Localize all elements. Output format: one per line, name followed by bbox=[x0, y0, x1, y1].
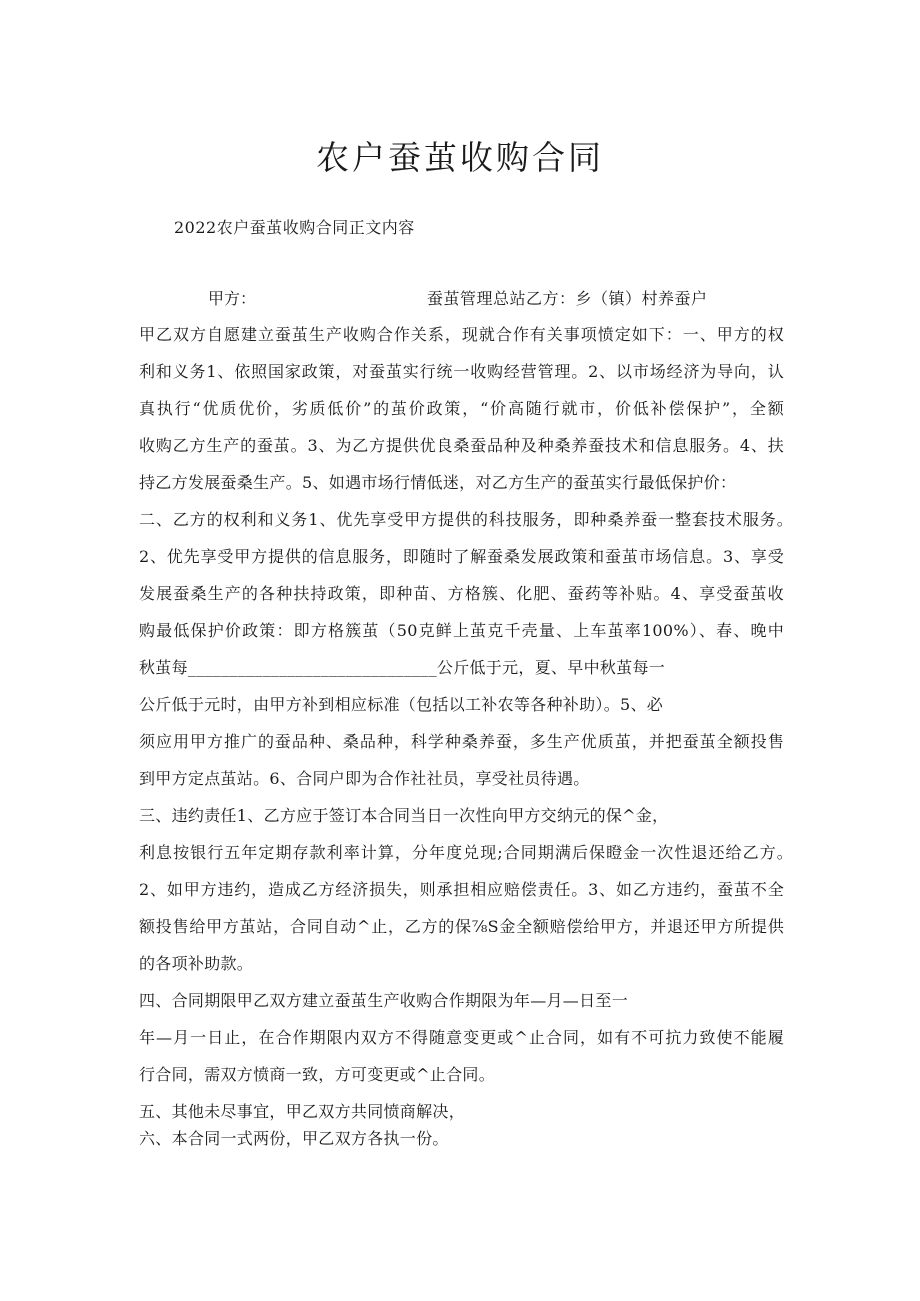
body-line: 2、如甲方违约，造成乙方经济损失，则承担相应赔偿责任。3、如乙方违约，蚕茧不全 bbox=[139, 880, 784, 899]
body-line: 持乙方发展蚕桑生产。5、如遇市场行情低迷，对乙方生产的蚕茧实行最低保护价： bbox=[139, 473, 737, 492]
body-line: 真执行“优质优价，劣质低价”的茧价政策，“价高随行就市，价低补偿保护”，全额 bbox=[139, 399, 784, 418]
body-line: 年—月一日止，在合作期限内双方不得随意变更或^止合同，如有不可抗力致使不能履 bbox=[139, 1028, 784, 1047]
body-line: 须应用甲方推广的蚕品种、桑品种，科学种桑养蚕，多生产优质茧，并把蚕茧全额投售 bbox=[139, 732, 784, 751]
body-line: 购最低保护价政策：即方格簇茧（50克鲜上茧克千壳量、上车茧率100%）、春、晚中 bbox=[139, 621, 784, 640]
party-a-label: 甲方： bbox=[208, 289, 257, 308]
body-line: 三、违约责任1、乙方应于签订本合同当日一次性向甲方交纳元的保^金， bbox=[139, 806, 669, 825]
body-line: 发展蚕桑生产的各种扶持政策，即种苗、方格簇、化肥、蚕药等补贴。4、享受蚕茧收 bbox=[139, 584, 784, 603]
body-line: 到甲方定点茧站。6、合同户即为合作社社员，享受社员待遇。 bbox=[139, 769, 590, 788]
body-line: 额投售给甲方茧站，合同自动^止，乙方的保⅞S金全额赔偿给甲方，并退还甲方所提供 bbox=[139, 917, 784, 936]
body-line: 四、合同期限甲乙双方建立蚕茧生产收购合作期限为年—月—日至一 bbox=[139, 991, 629, 1010]
body-line: 二、乙方的权利和义务1、优先享受甲方提供的科技服务，即种桑养蚕一整套技术服务。 bbox=[139, 510, 793, 529]
body-line: 五、其他未尽事宜，甲乙双方共同愤商解决， bbox=[139, 1102, 466, 1121]
body-line: 收购乙方生产的蚕茧。3、为乙方提供优良桑蚕品种及种桑养蚕技术和信息服务。4、扶 bbox=[139, 436, 784, 455]
document-title: 农户蚕茧收购合同 bbox=[316, 138, 604, 177]
body-line: 六、本合同一式两份，甲乙双方各执一份。 bbox=[139, 1129, 449, 1148]
body-line: 甲乙双方自愿建立蚕茧生产收购合作关系，现就合作有关事项愤定如下：一、甲方的权 bbox=[139, 325, 784, 344]
body-line: 公斤低于元时，由甲方补到相应标准（包括以工补农等各种补助）。5、必 bbox=[139, 695, 664, 714]
body-line: 利和义务1、依照国家政策，对蚕茧实行统一收购经营管理。2、以市场经济为导向，认 bbox=[139, 362, 784, 381]
document-subtitle: 2022农户蚕茧收购合同正文内容 bbox=[174, 218, 415, 237]
body-line: 的各项补助款。 bbox=[139, 954, 254, 973]
body-line: 利息按银行五年定期存款利率计算，分年度兑现;合同期满后保瞪金一次性退还给乙方。 bbox=[139, 843, 793, 862]
body-line: 2、优先享受甲方提供的信息服务，即随时了解蚕桑发展政策和蚕茧市场信息。3、享受 bbox=[139, 547, 784, 566]
party-b-label: 蚕茧管理总站乙方：乡（镇）村养蚕户 bbox=[427, 289, 708, 308]
body-line: 秋茧每______________________________公斤低于元，夏、早中秋茧每一 bbox=[139, 658, 666, 677]
body-line: 行合同，需双方愤商一致，方可变更或^止合同。 bbox=[139, 1065, 496, 1084]
